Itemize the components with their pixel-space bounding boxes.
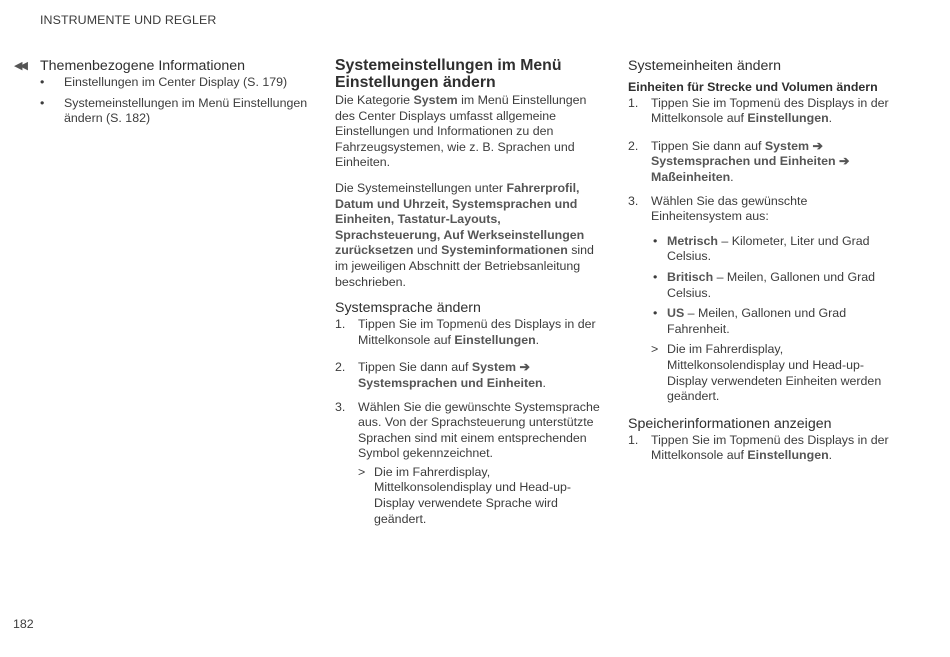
intro-paragraph — [335, 93, 600, 171]
text: Tippen Sie dann auf — [358, 360, 472, 375]
bold-term: Systemsprachen und Einheiten — [651, 154, 836, 169]
step — [335, 317, 600, 348]
unit-option-text — [667, 306, 898, 337]
section-title-line1: Systemeinstellungen im Menü — [335, 57, 562, 74]
text: Die Systemeinstellungen unter — [335, 180, 507, 195]
bold-term: Systeminformationen — [441, 243, 568, 258]
sub-heading: Systemsprache ändern — [335, 300, 481, 317]
bullet-icon: • — [40, 95, 45, 110]
page-header: INSTRUMENTE UND REGLER — [40, 13, 217, 27]
step-number: 1. — [335, 317, 346, 332]
result-text: Die im Fahrerdisplay, Mittelkonsolendisplay und Head-up-Display verwendeten Einheiten werden geändert. — [667, 342, 882, 404]
step-text — [651, 433, 898, 464]
bullet-icon: • — [653, 269, 658, 284]
list-item-text[interactable]: Einstellungen im Center Display (S. 179) — [64, 75, 288, 89]
system-settings-column — [335, 58, 600, 527]
step — [335, 400, 600, 462]
step-result — [358, 465, 600, 527]
arrow-right-icon: ➔ — [516, 360, 530, 375]
double-chevron-left-icon[interactable]: ◀◀ — [14, 60, 25, 72]
result-text: Die im Fahrerdisplay, Mittelkonsolendisplay und Head-up-Display verwendete Sprache wird geändert. — [374, 464, 571, 526]
step-text — [358, 360, 546, 391]
bold-term: Einstellungen — [747, 111, 829, 126]
bold-term: Maßeinheiten — [651, 169, 731, 184]
step-result — [651, 342, 898, 404]
bullet-icon: • — [653, 306, 658, 321]
system-units-column — [628, 58, 898, 472]
result-marker: > — [651, 342, 659, 357]
step-text — [651, 96, 898, 127]
step — [628, 139, 898, 186]
text: – Kilometer, Liter und Grad Celsius. — [667, 233, 870, 264]
step-number: 1. — [628, 95, 639, 110]
arrow-right-icon: ➔ — [809, 138, 823, 153]
bold-term: US — [667, 306, 685, 321]
text: Tippen Sie im Topmenü des Displays in der Mittelkonsole auf — [651, 432, 889, 463]
list-item-text[interactable]: Systemeinstellungen im Menü Einstellungen ändern (S. 182) — [64, 95, 308, 126]
step — [628, 96, 898, 127]
step-text: Wählen Sie die gewünschte Systemsprache aus. Von der Sprachsteuerung unterstützte Sprachen sind mit einem entsprechenden Symbol gekennzeichnet. — [358, 399, 600, 461]
text: – Meilen, Gallonen und Grad Celsius. — [667, 269, 876, 300]
bold-term: Systemsprachen und Einheiten — [358, 375, 543, 390]
step-number: 1. — [628, 432, 639, 447]
sub-heading: Einheiten für Strecke und Volumen ändern — [628, 80, 878, 94]
text: . — [828, 111, 833, 126]
related-info-column — [14, 58, 310, 132]
bold-term: Fahrerprofil, Datum und Uhrzeit, Systemsprachen und Einheiten, Tastatur-Layouts, Sprachsteuerung, Auf Werkseinstellungen zurücksetzen — [335, 180, 585, 258]
text: . — [535, 332, 540, 347]
bold-term: Metrisch — [667, 233, 718, 248]
text: sind im jeweiligen Abschnitt der Betriebsanleitung beschrieben. — [335, 243, 594, 289]
text: Tippen Sie dann auf — [651, 138, 765, 153]
text: und — [413, 243, 442, 258]
bold-term: System — [471, 360, 516, 375]
section-title — [335, 58, 600, 91]
related-info-heading: Themenbezogene Informationen — [40, 58, 246, 74]
step-text — [358, 317, 600, 348]
unit-option — [651, 234, 898, 265]
step — [628, 194, 898, 225]
bold-term: Britisch — [667, 269, 714, 284]
step-number: 3. — [335, 399, 346, 414]
arrow-right-icon: ➔ — [835, 154, 850, 169]
text: im Menü Einstellungen des Center Displays umfasst allgemeine Einstellungen und Informationen zu den Fahrzeugsystemen, wie z. B. Sprachen und Einheiten. — [335, 93, 587, 170]
list-item[interactable] — [14, 96, 310, 127]
bold-term: System — [764, 138, 809, 153]
text: – Meilen, Gallonen und Grad Fahrenheit. — [667, 306, 847, 336]
bold-term: System — [413, 93, 458, 107]
page-number: 182 — [13, 617, 34, 631]
settings-paragraph — [335, 181, 600, 290]
text: . — [542, 375, 546, 390]
related-info-heading-row — [14, 58, 310, 75]
step-number: 2. — [335, 360, 346, 375]
text: Tippen Sie im Topmenü des Displays in der Mittelkonsole auf — [651, 95, 889, 126]
text: . — [730, 169, 734, 184]
section-title-line2: Einstellungen ändern — [335, 73, 496, 91]
text: . — [828, 448, 833, 463]
step — [335, 360, 600, 391]
unit-option — [651, 270, 898, 301]
list-item[interactable] — [14, 75, 310, 91]
section-heading: Systemeinheiten ändern — [628, 58, 782, 74]
bullet-icon: • — [40, 75, 45, 89]
related-info-list — [14, 75, 310, 127]
unit-option — [651, 306, 898, 337]
unit-option-text — [667, 270, 898, 301]
result-marker: > — [358, 464, 366, 479]
step-number: 3. — [628, 193, 639, 208]
unit-option-text — [667, 234, 898, 265]
text: Die Kategorie — [335, 93, 414, 107]
bullet-icon: • — [653, 233, 658, 248]
section-heading: Speicherinformationen anzeigen — [628, 415, 832, 432]
step-text — [651, 139, 849, 186]
step-number: 2. — [628, 138, 639, 153]
bold-term: Einstellungen — [454, 332, 536, 347]
step-text: Wählen Sie das gewünschte Einheitensystem aus: — [651, 193, 808, 224]
text: Tippen Sie im Topmenü des Displays in der Mittelkonsole auf — [358, 317, 596, 347]
step — [628, 433, 898, 464]
bold-term: Einstellungen — [747, 448, 829, 463]
